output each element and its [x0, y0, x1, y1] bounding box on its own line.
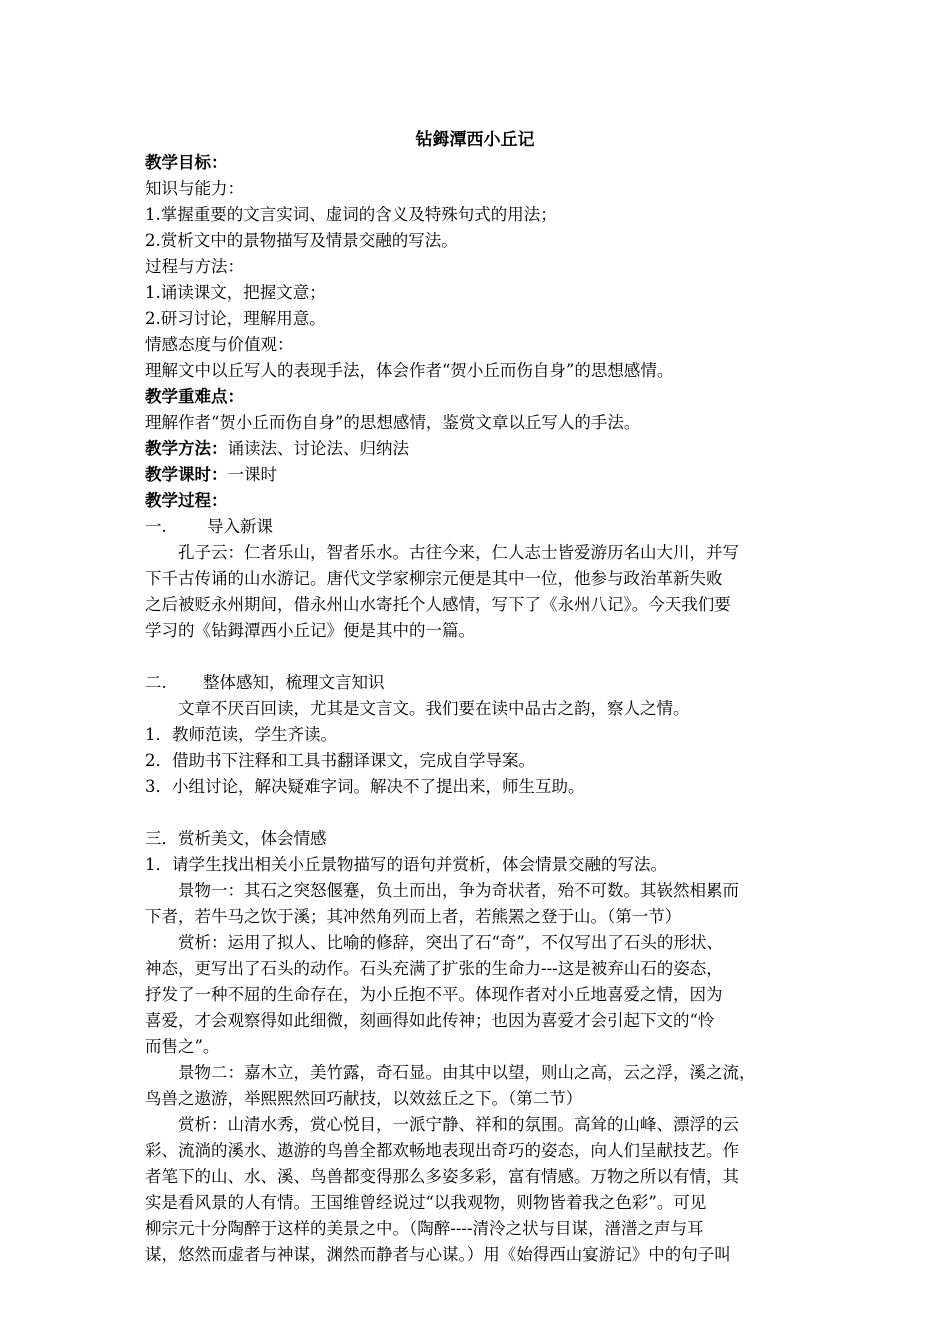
section-2-item: 1．教师范读，学生齐读。 [145, 725, 337, 744]
knowledge-item-2: 2.赏析文中的景物描写及情景交融的写法。 [145, 231, 458, 250]
teaching-method [145, 436, 815, 462]
blank-line [145, 800, 815, 826]
process-method-heading: 过程与方法： [145, 257, 244, 276]
section-2-item: 3．小组讨论，解决疑难字词。解决不了提出来，师生互助。 [145, 777, 585, 796]
section-2-number: 二. [145, 673, 167, 692]
emotion-heading: 情感态度与价值观： [145, 335, 294, 354]
analysis-1-line: 而售之”。 [145, 1037, 220, 1056]
analysis-1-line: 神态，更写出了石头的动作。石头充满了扩张的生命力---这是被弃山石的姿态， [145, 959, 723, 978]
teaching-hours [145, 462, 815, 488]
section-2-intro: 文章不厌百回读，尤其是文言文。我们要在读中品古之韵，察人之情。 [178, 699, 690, 718]
section-2-title: 整体感知，梳理文言知识 [203, 673, 385, 692]
section-1-line: 之后被贬永州期间，借永州山水寄托个人感情，写下了《永州八记》。今天我们要 [145, 595, 731, 614]
key-points-heading: 教学重难点： [145, 387, 244, 406]
document-body [145, 150, 815, 1268]
process-heading: 教学过程： [145, 491, 228, 510]
teaching-method-label: 教学方法： [145, 439, 228, 458]
section-2-heading [145, 670, 815, 696]
scenery-2-line: 景物二：嘉木立，美竹露，奇石显。由其中以望，则山之高，云之浮，溪之流， [178, 1063, 756, 1082]
emotion-item-1: 理解文中以丘写人的表现手法，体会作者“贺小丘而伤自身”的思想感情。 [145, 361, 674, 380]
scenery-1-line: 景物一：其石之突怒偃蹇，负土而出，争为奇状者，殆不可数。其嵚然相累而 [178, 881, 739, 900]
section-1-line: 孔子云：仁者乐山，智者乐水。古往今来，仁人志士皆爱游历名山大川，并写 [178, 543, 739, 562]
knowledge-heading: 知识与能力： [145, 179, 244, 198]
section-1-number: 一. [145, 517, 167, 536]
section-3-heading: 三．赏析美文，体会情感 [145, 829, 327, 848]
section-2-item: 2．借助书下注释和工具书翻译课文，完成自学导案。 [145, 751, 535, 770]
blank-line [145, 644, 815, 670]
analysis-2-line: 实是看风景的人有情。王国维曾经说过“以我观物，则物皆着我之色彩”。可见 [145, 1193, 707, 1212]
analysis-2-line: 彩、流淌的溪水、遨游的鸟兽全都欢畅地表现出奇巧的姿态，向人们呈献技艺。作 [145, 1141, 739, 1160]
analysis-2-line: 谋，悠然而虚者与神谋，渊然而静者与心谋。）用《始得西山宴游记》中的句子叫 [145, 1245, 731, 1264]
analysis-2-line: 者笔下的山、水、溪、鸟兽都变得那么多姿多彩，富有情感。万物之所以有情，其 [145, 1167, 739, 1186]
process-method-item-2: 2.研习讨论，理解用意。 [145, 309, 326, 328]
teaching-hours-text: 一课时 [227, 465, 277, 484]
objectives-heading: 教学目标： [145, 153, 228, 172]
section-1-title: 导入新课 [207, 517, 273, 536]
section-1-line: 下千古传诵的山水游记。唐代文学家柳宗元便是其中一位，他参与政治革新失败 [145, 569, 723, 588]
section-3-question: 1．请学生找出相关小丘景物描写的语句并赏析，体会情景交融的写法。 [145, 855, 667, 874]
teaching-hours-label: 教学课时： [145, 465, 228, 484]
key-points-text: 理解作者“贺小丘而伤自身”的思想感情，鉴赏文章以丘写人的手法。 [145, 413, 641, 432]
section-1-heading [145, 514, 815, 540]
analysis-2-line: 赏析：山清水秀，赏心悦目，一派宁静、祥和的氛围。高耸的山峰、漂浮的云 [178, 1115, 739, 1134]
analysis-1-line: 赏析：运用了拟人、比喻的修辞，突出了石“奇”，不仅写出了石头的形状、 [178, 933, 723, 952]
scenery-1-line: 下者，若牛马之饮于溪；其冲然角列而上者，若熊罴之登于山。（第一节） [145, 907, 682, 926]
analysis-2-line: 柳宗元十分陶醉于这样的美景之中。（陶醉----清泠之状与目谋，潽潽之声与耳 [145, 1219, 704, 1238]
scenery-2-line: 鸟兽之遨游，举熙熙然回巧献技，以效兹丘之下。（第二节） [145, 1089, 583, 1108]
teaching-method-text: 诵读法、讨论法、归纳法 [227, 439, 409, 458]
section-1-line: 学习的《钻鉧潭西小丘记》便是其中的一篇。 [145, 621, 475, 640]
analysis-1-line: 抒发了一种不屈的生命存在，为小丘抱不平。体现作者对小丘地喜爱之情，因为 [145, 985, 723, 1004]
page-title: 钻鉧潭西小丘记 [415, 130, 535, 150]
knowledge-item-1: 1.掌握重要的文言实词、虚词的含义及特殊句式的用法； [145, 205, 557, 224]
process-method-item-1: 1.诵读课文，把握文意； [145, 283, 326, 302]
analysis-1-line: 喜爱，才会观察得如此细微，刻画得如此传神；也因为喜爱才会引起下文的“怜 [145, 1011, 715, 1030]
